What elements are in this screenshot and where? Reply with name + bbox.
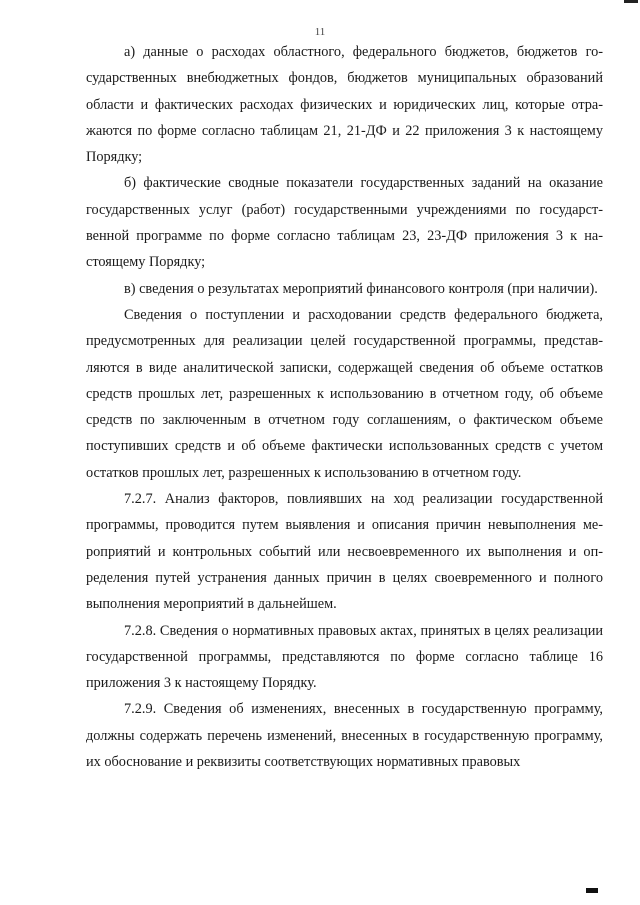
document-body	[86, 39, 603, 775]
paragraph-7-2-8: 7.2.8. Сведения о нормативных правовых актах, принятых в целях реализации государственной программы, представляются по форме согласно таблице 16 приложения 3 к настоящему Порядку.	[86, 622, 603, 692]
scan-edge-mark	[624, 0, 638, 3]
paragraph-item-b: б) фактические сводные показатели государственных заданий на оказание государственных услуг (работ) государственными учреждениями по государственной программе по форме согласно таблицам 23, 23-ДФ приложения 3 к настоящему Порядку;	[86, 175, 603, 271]
paragraph-7-2-9: 7.2.9. Сведения об изменениях, внесенных в государственную программу, должны содержать перечень изменений, внесенных в государственную программу, их обоснование и реквизиты соответствующих нормативных правовых	[86, 701, 603, 771]
scan-edge-mark-bottom	[586, 888, 598, 893]
paragraph-federal-budget: Сведения о поступлении и расходовании средств федерального бюджета, предусмотренных для реализации целей государственной программы, представляются в виде аналитической записки, содержащей сведения об объеме остатков средств прошлых лет, разрешенных к использованию в отчетном году, об объеме средств по заключенным в отчетном году соглашениям, о фактическом объеме поступивших средств и об объеме фактически использованных средств с учетом остатков прошлых лет, разрешенных к использованию в отчетном году.	[86, 306, 603, 481]
paragraph-7-2-7: 7.2.7. Анализ факторов, повлиявших на ход реализации государственной программы, проводится путем выявления и описания причин невыполнения мероприятий и контрольных событий или несвоевременного их выполнения и определения путей устранения данных причин в целях своевременного и полного выполнения мероприятий в дальнейшем.	[86, 491, 603, 613]
page-number: 11	[314, 26, 326, 38]
paragraph-item-v: в) сведения о результатах мероприятий финансового контроля (при наличии).	[124, 280, 598, 297]
paragraph-item-a: а) данные о расходах областного, федерального бюджетов, бюджетов государственных внебюджетных фондов, бюджетов муниципальных образований области и фактических расходах физических и юридических лиц, которые отражаются по форме согласно таблицам 21, 21-ДФ и 22 приложения 3 к настоящему Порядку;	[86, 44, 603, 166]
